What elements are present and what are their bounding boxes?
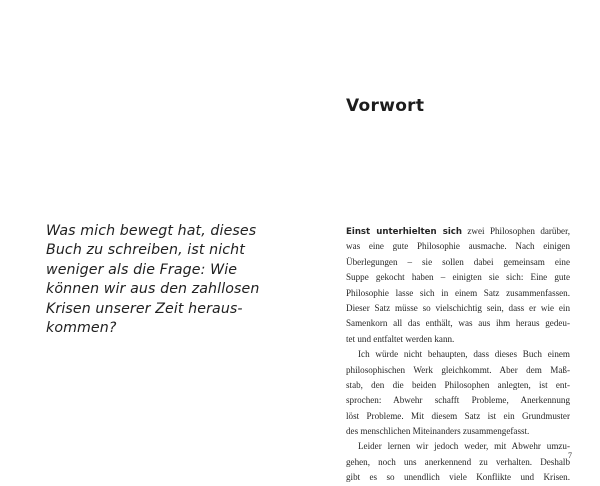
chapter-title: Vorwort xyxy=(346,96,425,116)
right-page xyxy=(300,0,600,483)
quote-line: Was mich bewegt hat, dieses xyxy=(46,223,257,239)
body-line: Überlegungen – sie sollen dabei gemeinsam eine xyxy=(346,256,570,267)
body-line: Dieser Satz müsse so vielschichtig sein, dass er wie ein xyxy=(346,302,570,313)
body-line: sprochen: Abwehr schafft Probleme, Anerkennung xyxy=(346,395,570,406)
body-line: stab, den die beiden Philosophen anlegten, ist ent- xyxy=(346,379,570,390)
body-line: gibt es so unendlich viele Konflikte und Krisen. xyxy=(346,472,570,483)
quote-line: Buch zu schreiben, ist nicht xyxy=(46,242,245,259)
body-line: löst Probleme. Mit diesem Satz ist ein Grundmuster xyxy=(346,410,570,421)
body-line: gehen, noch uns anerkennend zu verhalten. Deshalb xyxy=(346,456,570,467)
quote-line: weniger als die Frage: Wie xyxy=(46,261,238,278)
body-line: des menschlichen Miteinanders zusammengefasst. xyxy=(346,426,530,437)
quote-line: können wir aus den zahllosen xyxy=(46,281,260,298)
body-line: Leider lernen wir jedoch weder, mit Abwehr umzu- xyxy=(358,441,570,452)
body-line: Ich würde nicht behaupten, dass dieses Buch einem xyxy=(358,349,570,360)
body-line: Philosophie lasse sich in einem Satz zusammenfassen. xyxy=(346,287,570,298)
body-text xyxy=(346,224,570,486)
epigraph-quote xyxy=(46,222,278,338)
body-line: tet und entfaltet werden kann. xyxy=(346,333,455,344)
left-page xyxy=(0,0,300,478)
body-line: Suppe gekocht haben – einigten sie sich: Eine gute xyxy=(346,272,570,283)
body-line: philosophischen Werk gleichkommt. Aber dem Maß- xyxy=(346,364,570,375)
body-line xyxy=(346,224,570,239)
body-line-text: zwei Philosophen darüber, xyxy=(461,226,570,236)
body-line: Samenkorn all das enthält, was aus ihm heraus gedeu- xyxy=(346,318,570,329)
body-line: was eine gute Philosophie ausmache. Nach einigen xyxy=(346,241,570,252)
quote-line: kommen? xyxy=(46,320,117,337)
lead-in-text: Einst unterhielten sich xyxy=(346,227,462,237)
page-number: 7 xyxy=(568,451,572,460)
quote-line: Krisen unserer Zeit heraus- xyxy=(46,300,243,317)
